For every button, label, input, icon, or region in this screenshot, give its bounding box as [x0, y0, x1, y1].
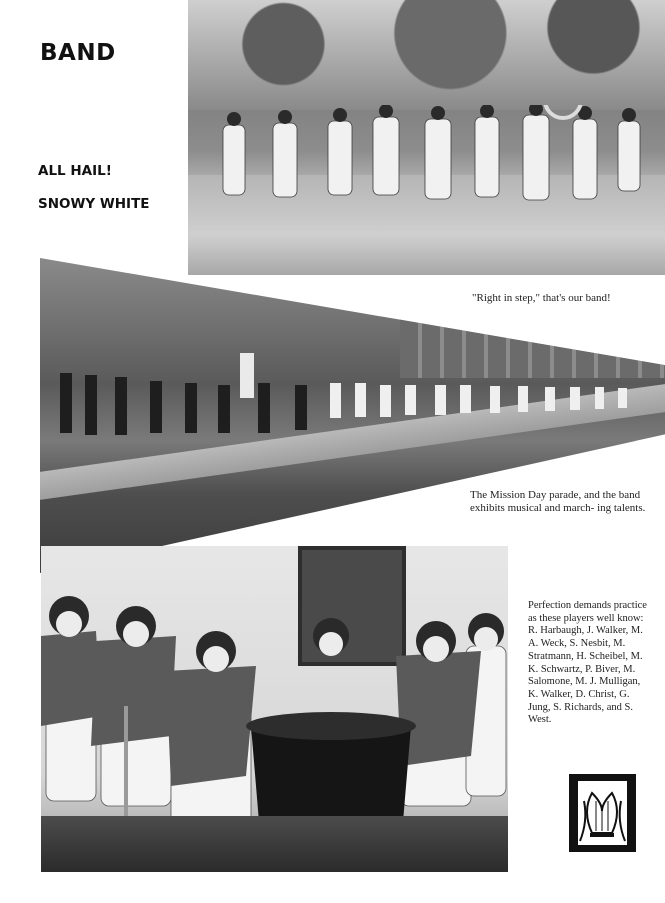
caption-players: Perfection demands practice as these players well know: R. Harbaugh, J. Walker, M. A. Weck, S. Nesbit, M. Stratmann, H. Scheibel, M. K. Schwartz, P. Biver, M. Salomone, M. J. Mulligan, K. Walker, D. Christ, G. Jung, S. Richards, and S. West. — [528, 600, 647, 726]
marchers-figures — [213, 105, 653, 220]
cheer-line-2: SNOWY WHITE — [38, 196, 150, 212]
lyre-icon — [569, 774, 636, 852]
photo-trees — [188, 0, 665, 110]
parade-photo — [40, 258, 665, 573]
floor — [41, 816, 508, 872]
lyre-drawing — [578, 781, 627, 845]
parade-marchers — [40, 353, 665, 463]
cheer-line-1: ALL HAIL! — [38, 163, 112, 179]
band-players-photo — [41, 546, 508, 872]
page-title: BAND — [40, 40, 116, 66]
marching-band-photo — [188, 0, 665, 275]
caption-parade: The Mission Day parade, and the band exhibits musical and march- ing talents. — [470, 489, 646, 514]
caption-right-in-step: "Right in step," that's our band! — [472, 292, 611, 304]
